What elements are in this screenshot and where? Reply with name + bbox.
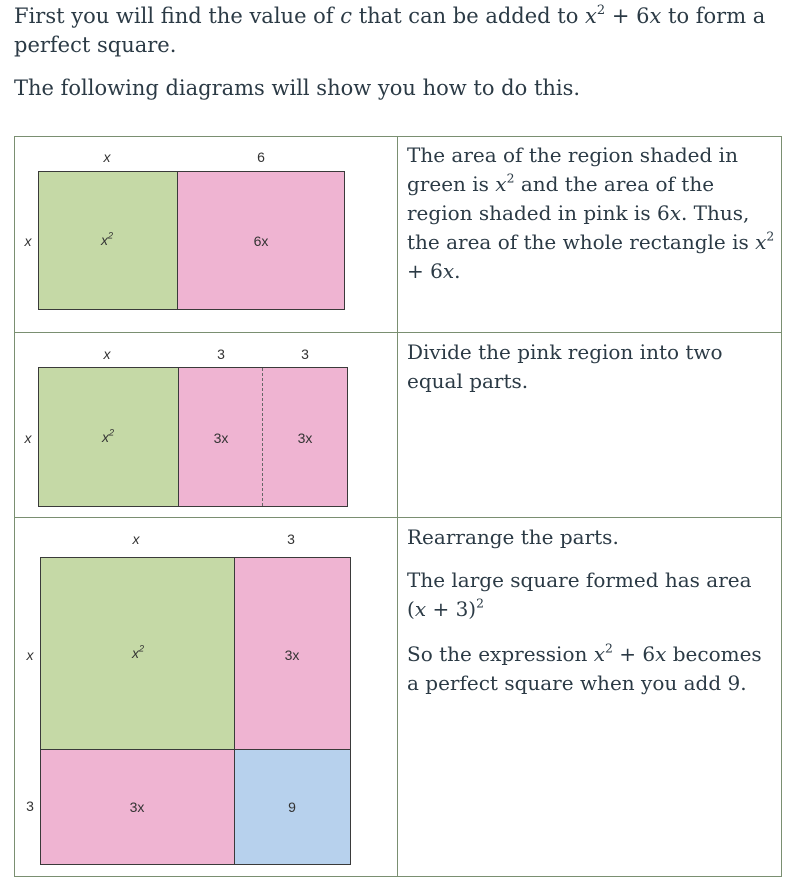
intro-paragraph-1: First you will find the value of c that can be added to $x^2 + 6x$ to form a perfect square.: [14, 2, 766, 57]
intro-paragraph-2: The following diagrams will show you how to do this.: [14, 76, 581, 100]
pink-rectangle: [178, 367, 348, 507]
rearrange-text: Rearrange the parts.: [407, 525, 619, 549]
row-divider-1: [14, 332, 782, 333]
green-label: $x^2$: [101, 427, 115, 445]
column-divider: [397, 136, 398, 877]
pink-label-bottom: 3x: [129, 799, 145, 815]
pink-label-left: 3x: [213, 430, 229, 446]
pink-label-right: 3x: [284, 647, 300, 663]
pink-label-right: 3x: [297, 430, 313, 446]
pink-label: 6x: [253, 233, 269, 249]
conclusion-text: So the expression $x^2 + 6x$ becomes a perfect square when you add 9.: [407, 640, 762, 695]
side-label-x: x: [24, 430, 32, 446]
row-divider-2: [14, 517, 782, 518]
top-label-x: x: [103, 346, 111, 362]
row-1-explanation: The area of the region shaded in green is $x^2$ and the area of the region shaded in pink is 6x. Thus, the area of the whole rectangle is $x^2 + 6x$.: [407, 143, 775, 283]
green-label: $x^2$: [131, 643, 145, 661]
green-label: $x^2$: [100, 230, 114, 248]
square-area-text: The large square formed has area $(x + 3)^2$: [407, 568, 752, 621]
side-label-3: 3: [26, 798, 34, 814]
top-label-x: x: [132, 531, 140, 547]
top-label-3: 3: [287, 531, 295, 547]
top-label-x: x: [103, 149, 111, 165]
side-label-x: x: [24, 233, 32, 249]
top-label-6: 6: [257, 149, 265, 165]
row-2-explanation: Divide the pink region into two equal parts.: [407, 340, 723, 393]
top-label-3-left: 3: [217, 346, 225, 362]
top-label-3-right: 3: [301, 346, 309, 362]
side-label-x: x: [26, 647, 34, 663]
dashed-divider: [262, 368, 263, 506]
blue-label: 9: [288, 799, 296, 815]
